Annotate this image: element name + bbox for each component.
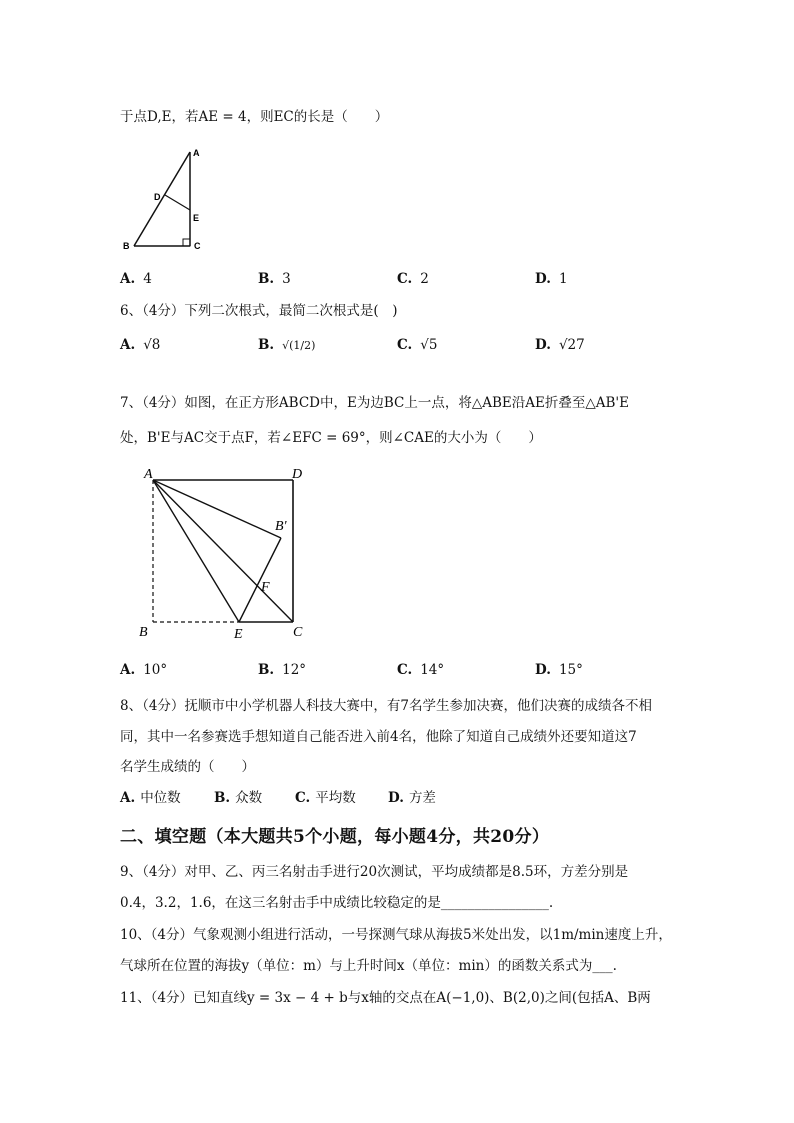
q8-option-c[interactable]: C. 平均数 bbox=[295, 790, 356, 806]
q9-line1: 9、（4分）对甲、乙、丙三名射击手进行20次测试，平均成绩都是8.5环，方差分别是 bbox=[120, 864, 629, 880]
q7-stem-line1: 7、（4分）如图，在正方形ABCD中，E为边BC上一点，将△ABE沿AE折叠至△AB'E bbox=[120, 395, 629, 411]
q6-option-d[interactable]: D. √27 bbox=[535, 337, 585, 353]
q6-stem: 6、（4分）下列二次根式，最简二次根式是( ) bbox=[120, 303, 398, 319]
q7-label-e: E bbox=[234, 627, 243, 642]
q8-option-d[interactable]: D. 方差 bbox=[388, 790, 436, 806]
q7-option-b[interactable]: B. 12° bbox=[258, 662, 307, 678]
q7-label-bp: B' bbox=[275, 519, 287, 534]
q7-label-b: B bbox=[139, 625, 148, 640]
q7-option-a[interactable]: A. 10° bbox=[120, 662, 168, 678]
q5-label-c: C bbox=[194, 241, 201, 251]
q5-label-e: E bbox=[193, 213, 200, 223]
q6-option-b[interactable]: B. √(1/2) bbox=[258, 337, 316, 353]
q8-line2: 同，其中一名参赛选手想知道自己能否进入前4名，他除了知道自己成绩外还要知道这7 bbox=[120, 729, 637, 745]
q5-label-a: A bbox=[193, 148, 200, 158]
q5-label-d: D bbox=[154, 192, 161, 202]
q5-label-b: B bbox=[123, 241, 130, 251]
q7-stem-line2: 处，B'E与AC交于点F，若∠EFC = 69°，则∠CAE的大小为（ ） bbox=[120, 430, 542, 446]
q7-label-c: C bbox=[293, 625, 303, 640]
q7-label-d: D bbox=[292, 467, 303, 482]
q7-option-d[interactable]: D. 15° bbox=[535, 662, 583, 678]
q5-option-d[interactable]: D. 1 bbox=[535, 271, 568, 287]
q5-option-c[interactable]: C. 2 bbox=[397, 271, 429, 287]
q10-line2: 气球所在位置的海拔y（单位：m）与上升时间x（单位：min）的函数关系式为___. bbox=[120, 958, 617, 974]
section-2-title: 二、填空题（本大题共5个小题，每小题4分，共20分） bbox=[120, 827, 550, 847]
q7-label-f: F bbox=[261, 580, 270, 595]
q11-line1: 11、（4分）已知直线y = 3x − 4 + b与x轴的交点在A(−1,0)、B(2,0)之间(包括A、B两 bbox=[120, 990, 651, 1006]
q5-option-a[interactable]: A. 4 bbox=[120, 271, 152, 287]
q7-label-a: A bbox=[144, 467, 153, 482]
q5-option-b[interactable]: B. 3 bbox=[258, 271, 291, 287]
q9-line2: 0.4，3.2，1.6，在这三名射击手中成绩比较稳定的是________________. bbox=[120, 895, 554, 911]
q10-line1: 10、（4分）气象观测小组进行活动，一号探测气球从海拔5米处出发，以1m/min速度上升， bbox=[120, 927, 672, 943]
q5-figure bbox=[118, 140, 218, 255]
q8-line3: 名学生成绩的（ ） bbox=[120, 759, 255, 775]
q8-option-a[interactable]: A. 中位数 bbox=[120, 790, 181, 806]
q8-option-b[interactable]: B. 众数 bbox=[214, 790, 263, 806]
q6-option-c[interactable]: C. √5 bbox=[397, 337, 438, 353]
q7-figure bbox=[135, 460, 315, 645]
q5-stem: 于点D,E，若AE = 4，则EC的长是（ ） bbox=[120, 109, 389, 125]
q7-option-c[interactable]: C. 14° bbox=[397, 662, 445, 678]
q8-line1: 8、（4分）抚顺市中小学机器人科技大赛中，有7名学生参加决赛，他们决赛的成绩各不相 bbox=[120, 698, 653, 714]
q6-option-a[interactable]: A. √8 bbox=[120, 337, 161, 353]
